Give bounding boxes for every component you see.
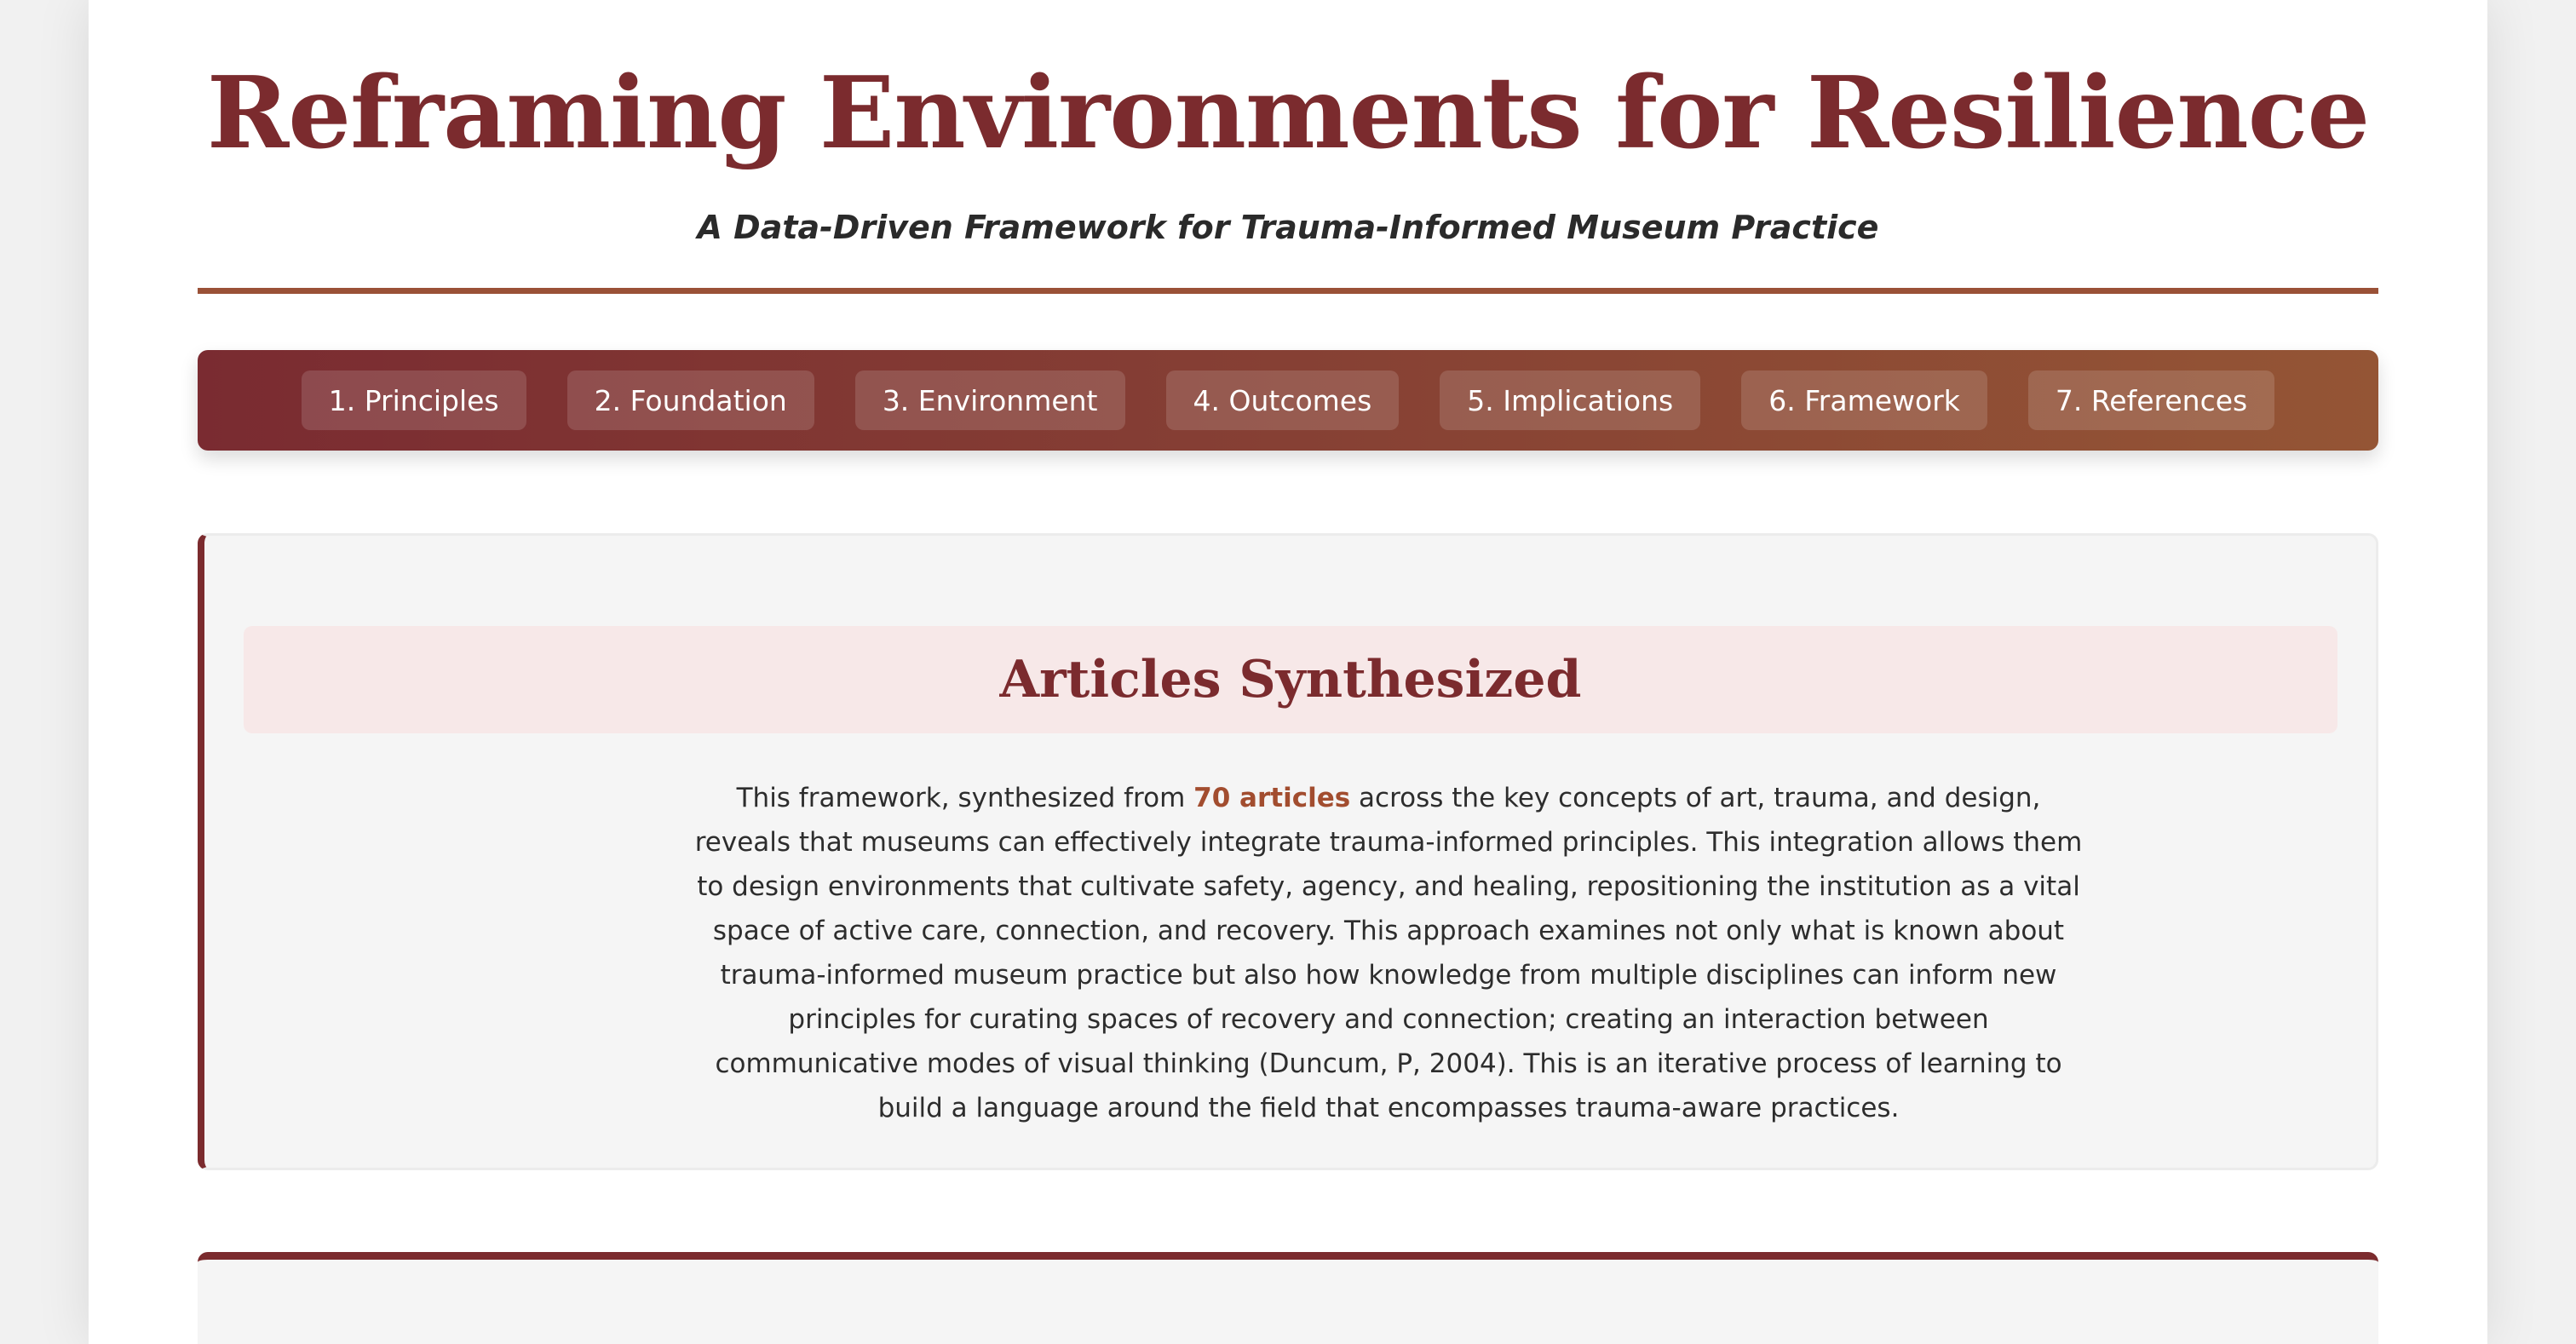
section-nav [198,350,2378,451]
page-subtitle: A Data-Driven Framework for Trauma-Informed Museum Practice [697,209,1879,246]
article-count-highlight: 70 articles [1193,783,1351,813]
page [89,0,2487,1344]
page-title: Reframing Environments for Resilience [206,55,2370,171]
section-heading: Articles Synthesized [999,650,1582,709]
header-divider [198,288,2378,294]
nav-item-environment[interactable]: 3. Environment [855,370,1125,430]
nav-item-outcomes[interactable]: 4. Outcomes [1166,370,1400,430]
synthesis-paragraph [690,776,2087,1130]
nav-item-foundation[interactable]: 2. Foundation [567,370,814,430]
articles-synthesized-card [198,533,2378,1170]
nav-item-framework[interactable]: 6. Framework [1741,370,1987,430]
nav-item-implications[interactable]: 5. Implications [1440,370,1700,430]
paragraph-text-rest: across the key concepts of art, trauma, and design, reveals that museums can effectively integrate trauma-informed principles. This integration allows them to design environments that cultivate safety, agency, and healing, repositioning the institution as a vital space of active care, connection, and recovery. This approach examines not only what is known about trauma-informed museum practice but also how knowledge from multiple disciplines can inform new principles for curating spaces of recovery and connection; creating an interaction between communicative modes of visual thinking (Duncum, P, 2004). This is an iterative process of learning to build a language around the field that encompasses trauma-aware practices. [694,783,2083,1123]
nav-item-principles[interactable]: 1. Principles [302,370,526,430]
nav-item-references[interactable]: 7. References [2028,370,2274,430]
next-section-card [198,1252,2378,1344]
paragraph-text-start: This framework, synthesized from [736,783,1194,813]
section-heading-bar [244,626,2337,733]
